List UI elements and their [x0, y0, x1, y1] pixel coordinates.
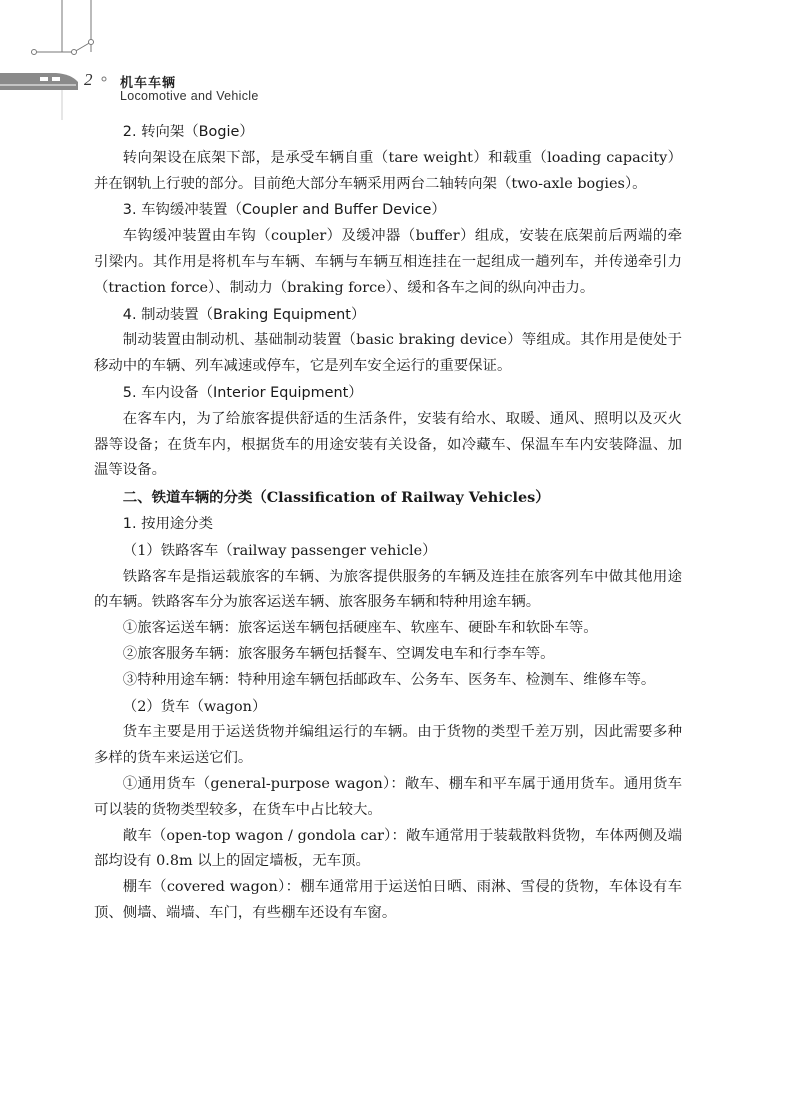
paragraph: 棚车（covered wagon）：棚车通常用于运送怕日晒、雨淋、雪侵的货物，车体设有车顶、侧墙、端墙、车门，有些棚车还设有车窗。 — [94, 879, 682, 921]
circuit-node-icon — [32, 50, 37, 55]
page-number: 2 — [84, 70, 93, 89]
paragraph: 货车主要是用于运送货物并编组运行的车辆。由于货物的类型千差万别，因此需要多种多样的货车来运送它们。 — [94, 724, 682, 767]
paragraph: 制动装置由制动机、基础制动装置（basic braking device）等组成。其作用是使处于移动中的车辆、列车减速或停车，它是列车安全运行的重要保证。 — [94, 332, 682, 375]
heading-interior: 5. 车内设备（Interior Equipment） — [122, 384, 363, 401]
heading-bogie: 2. 转向架（Bogie） — [122, 124, 254, 140]
train-window-icon — [52, 77, 60, 81]
paragraph: 铁路客车是指运载旅客的车辆、为旅客提供服务的车辆及连挂在旅客列车中做其他用途的车辆。铁路客车分为旅客运送车辆、旅客服务车辆和特种用途车辆。 — [94, 568, 682, 611]
circuit-node-icon — [102, 77, 106, 81]
page-body — [94, 119, 682, 927]
paragraph: 在客车内，为了给旅客提供舒适的生活条件，安装有给水、取暖、通风、照明以及灭火器等设备；在货车内，根据货车的用途安装有关设备，如冷藏车、保温车车内安装降温、加温等设备。 — [94, 410, 682, 479]
list-item: ①通用货车（general-purpose wagon）：敞车、棚车和平车属于通用货车。通用货车可以装的货物类型较多，在货车中占比较大。 — [94, 775, 682, 818]
heading-braking: 4. 制动装置（Braking Equipment） — [122, 306, 366, 323]
paragraph: 敞车（open-top wagon / gondola car）：敞车通常用于装载散料货物，车体两侧及端部均设有 0.8m 以上的固定墙板，无车顶。 — [94, 827, 682, 870]
train-window-icon — [40, 77, 48, 81]
train-icon — [0, 73, 78, 90]
list-item: ③特种用途车辆：特种用途车辆包括邮政车、公务车、医务车、检测车、维修车等。 — [122, 671, 656, 688]
list-item: ②旅客服务车辆：旅客服务车辆包括餐车、空调发电车和行李车等。 — [122, 645, 555, 662]
circuit-node-icon — [72, 50, 77, 55]
chapter-title-en: Locomotive and Vehicle — [120, 89, 259, 103]
subheading-wagon: （2）货车（wagon） — [122, 698, 267, 715]
list-item: ①旅客运送车辆：旅客运送车辆包括硬座车、软座车、硬卧车和软卧车等。 — [122, 620, 598, 637]
heading-coupler: 3. 车钩缓冲装置（Coupler and Buffer Device） — [122, 202, 446, 219]
paragraph: 转向架设在底架下部，是承受车辆自重（tare weight）和载重（loading capacity）并在钢轨上行驶的部分。目前绝大部分车辆采用两台二轴转向架（two-axle bogies）。 — [94, 149, 682, 192]
heading-by-use: 1. 按用途分类 — [122, 515, 214, 532]
section-heading-classification: 二、铁道车辆的分类（Classification of Railway Vehicles） — [122, 489, 550, 507]
paragraph: 车钩缓冲装置由车钩（coupler）及缓冲器（buffer）组成，安装在底架前后两端的牵引梁内。其作用是将机车与车辆、车辆与车辆互相连挂在一起组成一趟列车，并传递牵引力（traction force）、制动力（braking force）、缓和各车之间的纵向冲击力。 — [94, 228, 682, 296]
chapter-title-cn: 机车车辆 — [120, 76, 177, 91]
circuit-node-icon — [89, 40, 94, 45]
subheading-passenger: （1）铁路客车（railway passenger vehicle） — [122, 542, 437, 559]
